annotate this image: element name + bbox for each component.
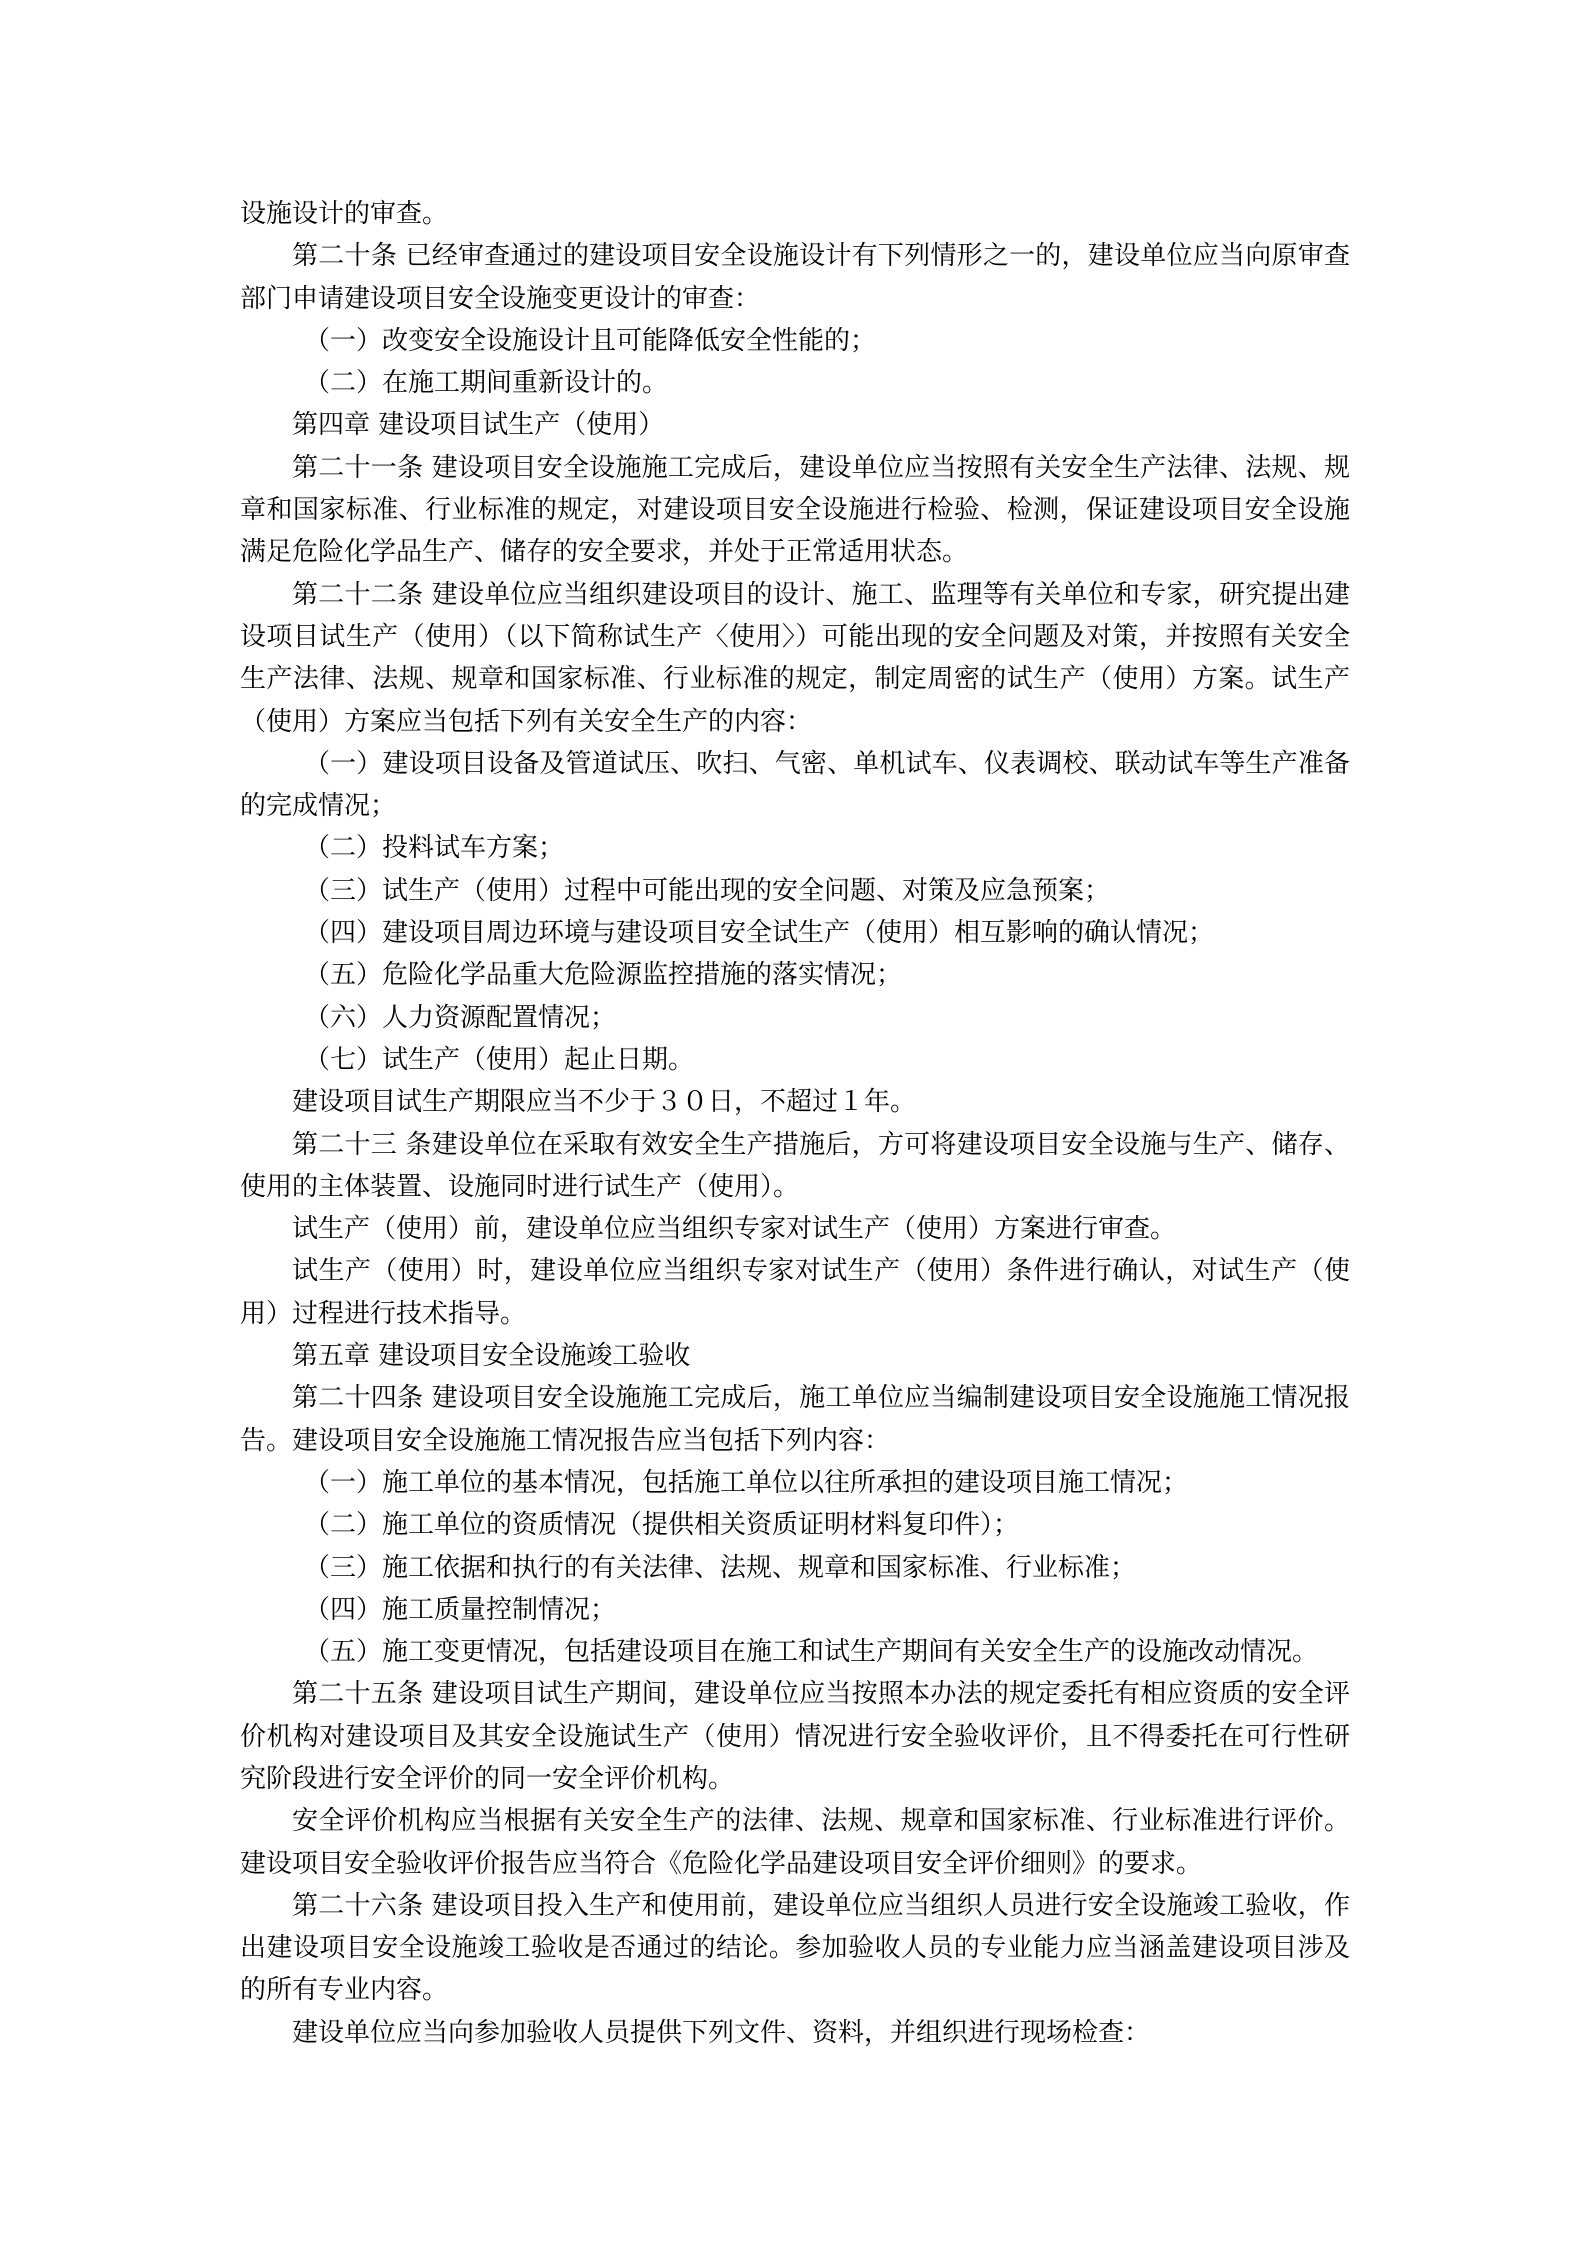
list-item: （二）施工单位的资质情况（提供相关资质证明材料复印件）； <box>304 1510 1020 1541</box>
paragraph: 设施设计的审查。 <box>240 199 449 229</box>
list-item: （五）危险化学品重大危险源监控措施的落实情况； <box>304 960 903 991</box>
paragraph: 建设单位应当向参加验收人员提供下列文件、资料，并组织进行现场检查： <box>292 2017 1151 2048</box>
paragraph: 第四章 建设项目试生产（使用） <box>292 410 665 441</box>
list-item: （四）施工质量控制情况； <box>304 1594 617 1625</box>
list-item: （五）施工变更情况，包括建设项目在施工和试生产期间有关安全生产的设施改动情况。 <box>304 1637 1319 1668</box>
paragraph: 第五章 建设项目安全设施竣工验收 <box>292 1341 691 1372</box>
document-body <box>240 193 1350 2054</box>
list-item: （七）试生产（使用）起止日期。 <box>304 1044 695 1075</box>
paragraph: 第二十四条 建设项目安全设施施工完成后，施工单位应当编制建设项目安全设施施工情况报告。建设项目安全设施施工情况报告应当包括下列内容： <box>240 1383 1350 1456</box>
list-item: （二）投料试车方案； <box>304 833 565 864</box>
paragraph: 第二十一条 建设项目安全设施施工完成后，建设单位应当按照有关安全生产法律、法规、规章和国家标准、行业标准的规定，对建设项目安全设施进行检验、检测，保证建设项目安全设施满足危险化学品生产、储存的安全要求，并处于正常适用状态。 <box>240 452 1350 568</box>
list-item: （二）在施工期间重新设计的。 <box>304 368 669 399</box>
paragraph: 试生产（使用）时，建设单位应当组织专家对试生产（使用）条件进行确认，对试生产（使用）过程进行技术指导。 <box>240 1256 1350 1329</box>
paragraph: 第二十五条 建设项目试生产期间，建设单位应当按照本办法的规定委托有相应资质的安全评价机构对建设项目及其安全设施试生产（使用）情况进行安全验收评价，且不得委托在可行性研究阶段进行安全评价的同一安全评价机构。 <box>240 1679 1350 1794</box>
paragraph: 试生产（使用）前，建设单位应当组织专家对试生产（使用）方案进行审查。 <box>292 1214 1177 1245</box>
list-item: （四）建设项目周边环境与建设项目安全试生产（使用）相互影响的确认情况； <box>304 918 1215 949</box>
paragraph: 第二十三 条建设单位在采取有效安全生产措施后，方可将建设项目安全设施与生产、储存、使用的主体装置、设施同时进行试生产（使用）。 <box>240 1129 1350 1202</box>
list-item: （六）人力资源配置情况； <box>304 1002 617 1033</box>
paragraph: 第二十六条 建设项目投入生产和使用前，建设单位应当组织人员进行安全设施竣工验收，作出建设项目安全设施竣工验收是否通过的结论。参加验收人员的专业能力应当涵盖建设项目涉及的所有专业内容。 <box>240 1890 1350 2006</box>
list-item: （一）建设项目设备及管道试压、吹扫、气密、单机试车、仪表调校、联动试车等生产准备的完成情况； <box>240 748 1350 822</box>
list-item: （一）改变安全设施设计且可能降低安全性能的； <box>304 325 877 356</box>
list-item: （三）试生产（使用）过程中可能出现的安全问题、对策及应急预案； <box>304 875 1111 906</box>
paragraph: 第二十二条 建设单位应当组织建设项目的设计、施工、监理等有关单位和专家，研究提出建设项目试生产（使用）（以下简称试生产〈使用〉）可能出现的安全问题及对策，并按照有关安全生产法律、法规、规章和国家标准、行业标准的规定，制定周密的试生产（使用）方案。试生产（使用）方案应当包括下列有关安全生产的内容： <box>240 579 1350 737</box>
paragraph: 建设项目试生产期限应当不少于３０日，不超过１年。 <box>292 1087 917 1118</box>
list-item: （一）施工单位的基本情况，包括施工单位以往所承担的建设项目施工情况； <box>304 1467 1189 1498</box>
paragraph: 第二十条 已经审查通过的建设项目安全设施设计有下列情形之一的，建设单位应当向原审查部门申请建设项目安全设施变更设计的审查： <box>240 241 1350 314</box>
paragraph: 安全评价机构应当根据有关安全生产的法律、法规、规章和国家标准、行业标准进行评价。建设项目安全验收评价报告应当符合《危险化学品建设项目安全评价细则》的要求。 <box>240 1806 1350 1879</box>
list-item: （三）施工依据和执行的有关法律、法规、规章和国家标准、行业标准； <box>304 1552 1137 1583</box>
